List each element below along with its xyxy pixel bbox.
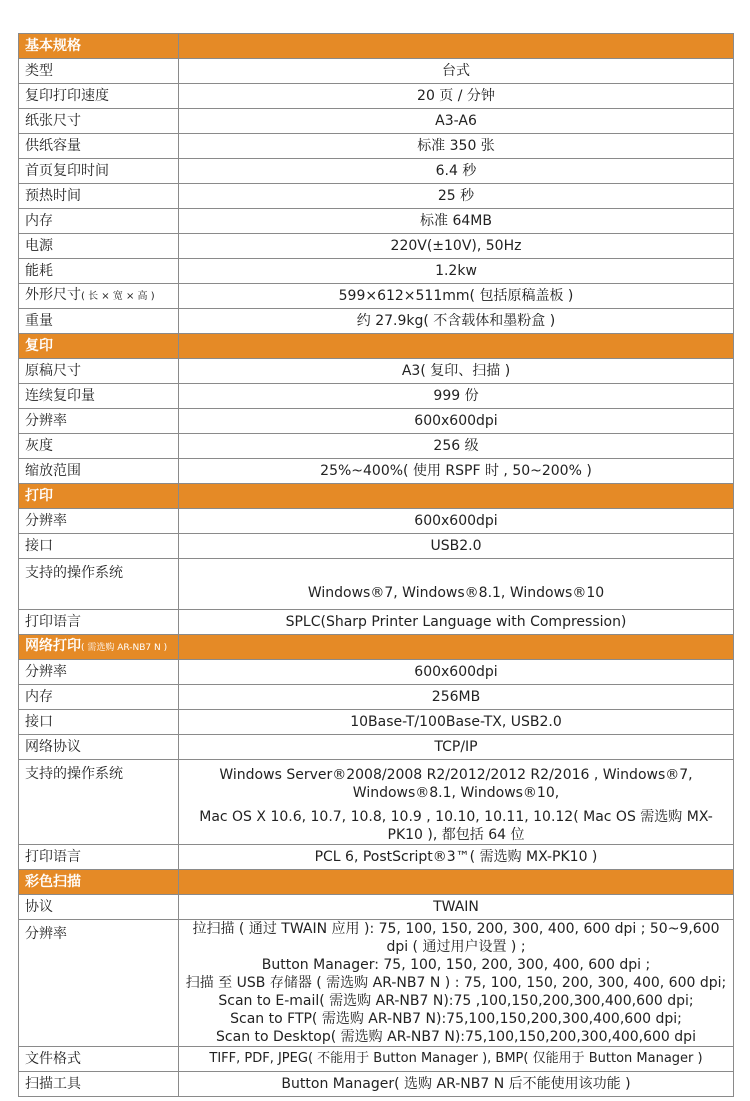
scan-res-line: 扫描 至 USB 存储器 ( 需选购 AR-NB7 N ) : 75, 100, 150, 200, 300, 400, 600 dpi; <box>185 975 727 991</box>
table-row <box>19 134 734 159</box>
table-row <box>19 309 734 334</box>
row-value: 25 秒 <box>179 184 734 209</box>
label-text: 外形尺寸 <box>25 287 81 303</box>
scan-res-line: 拉扫描 ( 通过 TWAIN 应用 ): 75, 100, 150, 200, 300, 400, 600 dpi ; 50~9,600 dpi ( 通过用户设置 ) ; <box>192 921 720 955</box>
table-row <box>19 710 734 735</box>
row-value: 20 页 / 分钟 <box>179 84 734 109</box>
row-label: 内存 <box>19 209 179 234</box>
row-label: 分辨率 <box>19 920 179 1047</box>
row-label: 能耗 <box>19 259 179 284</box>
table-row <box>19 434 734 459</box>
row-label: 协议 <box>19 895 179 920</box>
table-row <box>19 1072 734 1097</box>
table-row <box>19 534 734 559</box>
section-title: 打印 <box>19 484 179 509</box>
row-value: 1.2kw <box>179 259 734 284</box>
row-value: 600x600dpi <box>179 509 734 534</box>
row-value: 600x600dpi <box>179 409 734 434</box>
section-title-suffix: ( 需选购 AR-NB7 N ) <box>81 643 168 653</box>
section-header-print <box>19 484 734 509</box>
row-value: Windows®7, Windows®8.1, Windows®10 <box>179 559 734 610</box>
row-value: SPLC(Sharp Printer Language with Compression) <box>179 610 734 635</box>
table-row <box>19 760 734 845</box>
table-row <box>19 209 734 234</box>
scan-res-line: Button Manager: 75, 100, 150, 200, 300, 400, 600 dpi ; <box>261 957 651 973</box>
row-label: 支持的操作系统 <box>19 760 179 845</box>
row-value: TIFF, PDF, JPEG( 不能用于 Button Manager ), BMP( 仅能用于 Button Manager ) <box>179 1047 734 1072</box>
section-header-network <box>19 635 734 660</box>
row-label: 灰度 <box>19 434 179 459</box>
os-line-2: Mac OS X 10.6, 10.7, 10.8, 10.9 , 10.10, 10.11, 10.12( Mac OS 需选购 MX-PK10 ), 都包括 64 位 <box>199 809 713 843</box>
table-row <box>19 559 734 610</box>
row-label: 扫描工具 <box>19 1072 179 1097</box>
table-row <box>19 1047 734 1072</box>
row-label: 网络协议 <box>19 735 179 760</box>
row-label: 预热时间 <box>19 184 179 209</box>
table-row <box>19 920 734 1047</box>
row-label: 原稿尺寸 <box>19 359 179 384</box>
table-row <box>19 660 734 685</box>
table-row <box>19 109 734 134</box>
table-row <box>19 234 734 259</box>
table-row <box>19 359 734 384</box>
row-label: 内存 <box>19 685 179 710</box>
table-row <box>19 509 734 534</box>
row-label: 支持的操作系统 <box>19 559 179 610</box>
row-value: A3-A6 <box>179 109 734 134</box>
table-row <box>19 459 734 484</box>
table-row <box>19 735 734 760</box>
section-header-basic <box>19 34 734 59</box>
row-label: 供纸容量 <box>19 134 179 159</box>
table-row <box>19 59 734 84</box>
row-value: 599×612×511mm( 包括原稿盖板 ) <box>179 284 734 309</box>
scan-res-line: Scan to Desktop( 需选购 AR-NB7 N):75,100,150,200,300,400,600 dpi <box>216 1029 696 1045</box>
label-suffix: ( 长 × 宽 × 高 ) <box>81 291 155 302</box>
table-row <box>19 409 734 434</box>
row-label: 接口 <box>19 534 179 559</box>
row-value: 256MB <box>179 685 734 710</box>
row-label: 类型 <box>19 59 179 84</box>
row-value: 标准 350 张 <box>179 134 734 159</box>
table-row <box>19 184 734 209</box>
row-label: 连续复印量 <box>19 384 179 409</box>
row-label: 文件格式 <box>19 1047 179 1072</box>
section-title-text: 网络打印 <box>25 638 81 654</box>
row-value: 10Base-T/100Base-TX, USB2.0 <box>179 710 734 735</box>
row-value: 标准 64MB <box>179 209 734 234</box>
row-value: 25%~400%( 使用 RSPF 时 , 50~200% ) <box>179 459 734 484</box>
table-row <box>19 845 734 870</box>
row-label: 缩放范围 <box>19 459 179 484</box>
row-label: 电源 <box>19 234 179 259</box>
row-label: 首页复印时间 <box>19 159 179 184</box>
scan-res-line: Scan to FTP( 需选购 AR-NB7 N):75,100,150,200,300,400,600 dpi; <box>230 1011 682 1027</box>
row-label: 分辨率 <box>19 409 179 434</box>
section-title: 彩色扫描 <box>19 870 179 895</box>
row-label: 复印打印速度 <box>19 84 179 109</box>
section-header-scan <box>19 870 734 895</box>
os-line-1: Windows Server®2008/2008 R2/2012/2012 R2/2016 , Windows®7, Windows®8.1, Windows®10, <box>219 767 693 801</box>
row-value: A3( 复印、扫描 ) <box>179 359 734 384</box>
section-title: 基本规格 <box>19 34 179 59</box>
row-value: 约 27.9kg( 不含载体和墨粉盒 ) <box>179 309 734 334</box>
row-label: 纸张尺寸 <box>19 109 179 134</box>
row-label: 重量 <box>19 309 179 334</box>
section-title <box>19 635 179 660</box>
row-label: 接口 <box>19 710 179 735</box>
row-value: 台式 <box>179 59 734 84</box>
row-label: 分辨率 <box>19 509 179 534</box>
row-label <box>19 284 179 309</box>
table-row <box>19 84 734 109</box>
row-value: TCP/IP <box>179 735 734 760</box>
row-value <box>179 920 734 1047</box>
table-row <box>19 895 734 920</box>
row-label: 打印语言 <box>19 845 179 870</box>
row-value: USB2.0 <box>179 534 734 559</box>
row-label: 打印语言 <box>19 610 179 635</box>
row-value: 6.4 秒 <box>179 159 734 184</box>
spec-table <box>18 33 734 1097</box>
row-value: TWAIN <box>179 895 734 920</box>
row-value: 256 级 <box>179 434 734 459</box>
table-row <box>19 284 734 309</box>
row-value: 600x600dpi <box>179 660 734 685</box>
table-row <box>19 259 734 284</box>
section-title: 复印 <box>19 334 179 359</box>
row-value: 220V(±10V), 50Hz <box>179 234 734 259</box>
table-row <box>19 384 734 409</box>
table-row <box>19 610 734 635</box>
scan-res-line: Scan to E-mail( 需选购 AR-NB7 N):75 ,100,150,200,300,400,600 dpi; <box>218 993 694 1009</box>
row-value: Button Manager( 选购 AR-NB7 N 后不能使用该功能 ) <box>179 1072 734 1097</box>
row-value: 999 份 <box>179 384 734 409</box>
table-row <box>19 685 734 710</box>
row-value <box>179 760 734 845</box>
row-value: PCL 6, PostScript®3™( 需选购 MX-PK10 ) <box>179 845 734 870</box>
table-row <box>19 159 734 184</box>
section-header-copy <box>19 334 734 359</box>
row-label: 分辨率 <box>19 660 179 685</box>
